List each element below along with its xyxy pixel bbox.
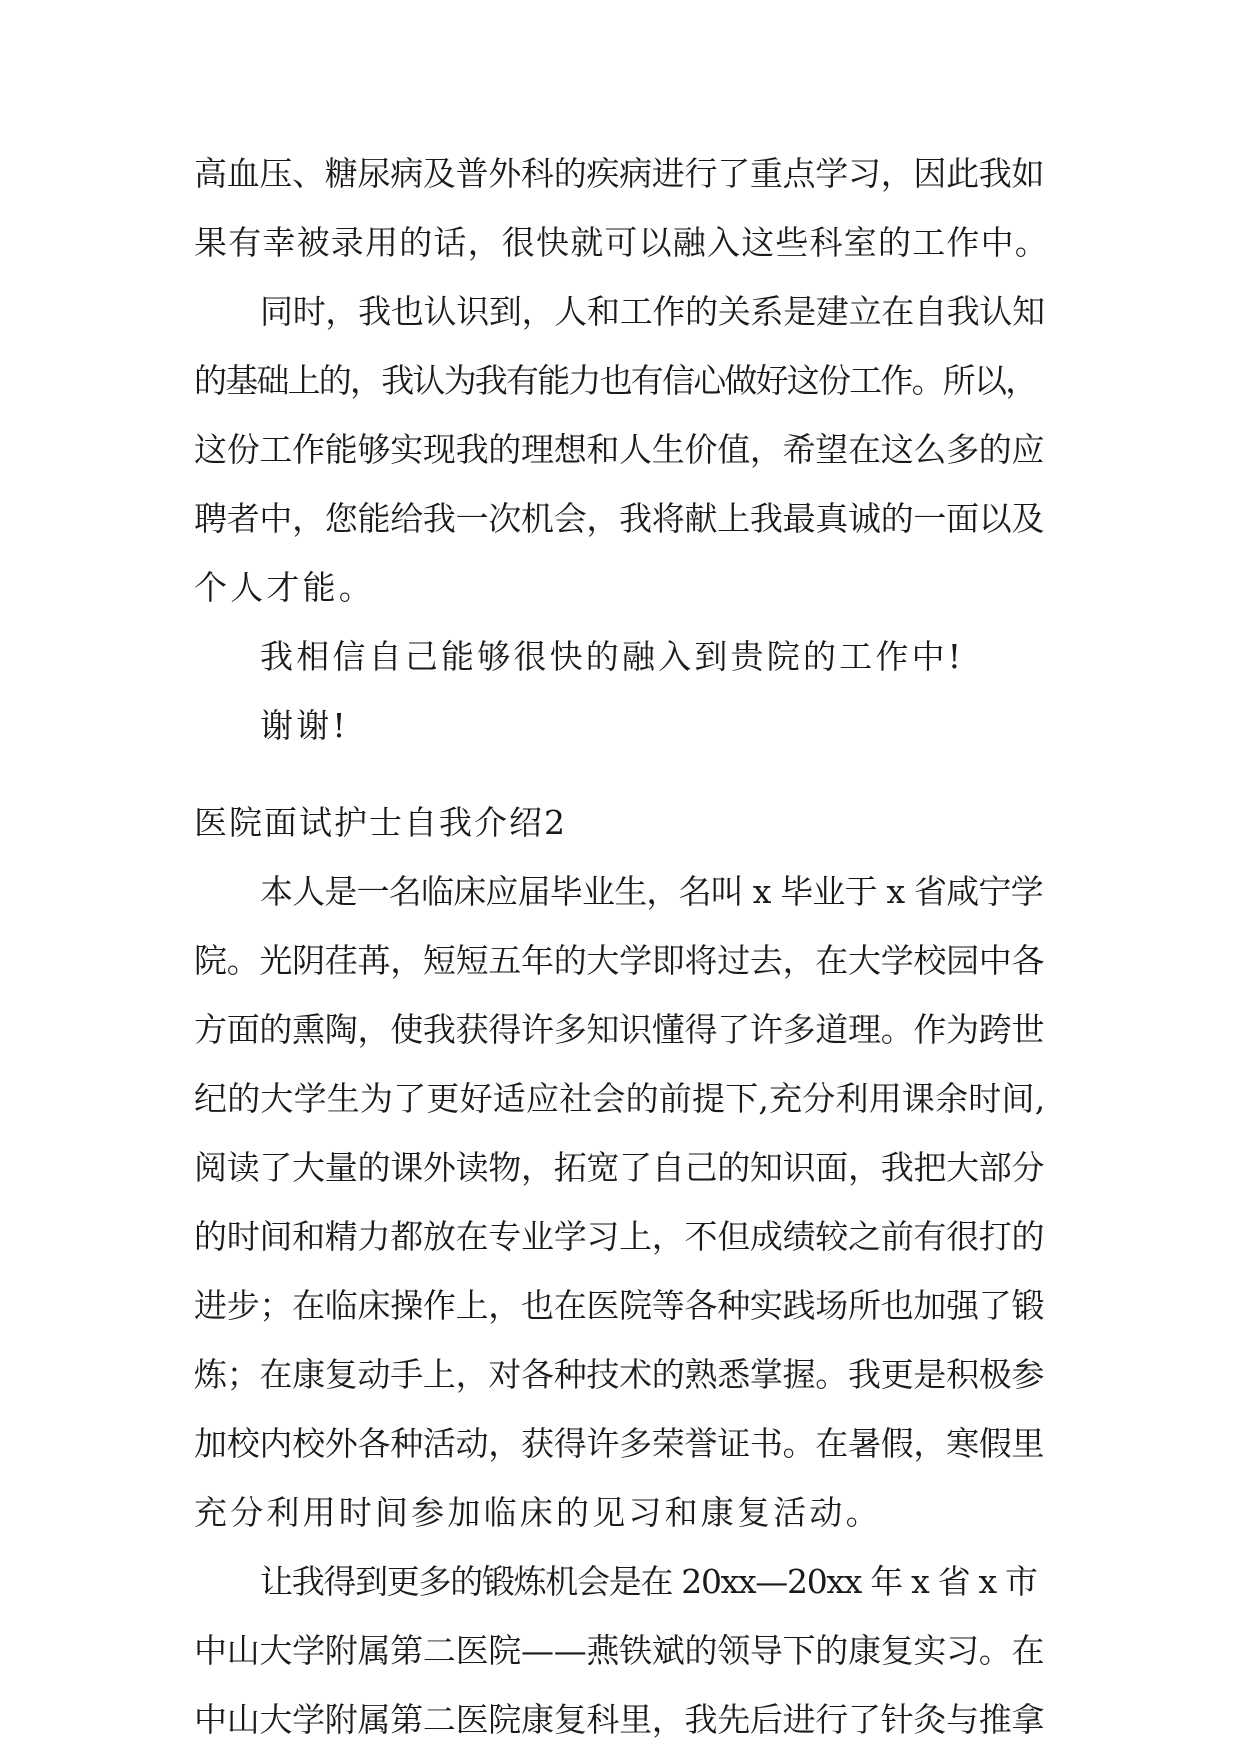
paragraph-line: 进步；在临床操作上，也在医院等各种实践场所也加强了锻 [194,1286,1045,1326]
paragraph-line: 加校内校外各种活动，获得许多荣誉证书。在暑假，寒假里 [194,1424,1045,1464]
paragraph-line: 让我得到更多的锻炼机会是在 20xx—20xx 年 x 省 x 市 [260,1562,1037,1602]
paragraph-line: 的基础上的，我认为我有能力也有信心做好这份工作。所以， [194,360,1037,400]
paragraph-line: 本人是一名临床应届毕业生，名叫 x 毕业于 x 省咸宁学 [260,872,1043,912]
paragraph-line: 同时，我也认识到，人和工作的关系是建立在自我认知 [260,291,1045,331]
paragraph-line: 聘者中，您能给我一次机会，我将献上我最真诚的一面以及 [194,498,1045,538]
paragraph-line: 高血压、糖尿病及普外科的疾病进行了重点学习，因此我如 [194,154,1045,193]
paragraph-line: 方面的熏陶，使我获得许多知识懂得了许多道理。作为跨世 [194,1010,1045,1050]
paragraph-line: 阅读了大量的课外读物，拓宽了自己的知识面，我把大部分 [194,1148,1045,1188]
paragraph-line: 炼；在康复动手上，对各种技术的熟悉掌握。我更是积极参 [194,1355,1045,1395]
paragraph-line: 充分利用时间参加临床的见习和康复活动。 [194,1493,882,1533]
paragraph-line: 果有幸被录用的话，很快就可以融入这些科室的工作中。 [194,222,1049,262]
paragraph-line: 中山大学附属第二医院康复科里，我先后进行了针灸与推拿 [194,1700,1045,1739]
paragraph-line: 院。光阴荏苒，短短五年的大学即将过去，在大学校园中各 [194,941,1045,981]
paragraph-line: 谢谢! [260,705,349,745]
paragraph-line: 个人才能。 [194,567,375,607]
paragraph-line: 我相信自己能够很快的融入到贵院的工作中! [260,636,965,676]
paragraph-line: 这份工作能够实现我的理想和人生价值，希望在这么多的应 [194,429,1045,469]
paragraph-line: 中山大学附属第二医院——燕铁斌的领导下的康复实习。在 [194,1631,1045,1671]
paragraph-line: 纪的大学生为了更好适应社会的前提下,充分利用课余时间, [194,1079,1046,1119]
section-heading: 医院面试护士自我介绍2 [194,803,567,843]
paragraph-line: 的时间和精力都放在专业学习上，不但成绩较之前有很打的 [194,1217,1045,1257]
